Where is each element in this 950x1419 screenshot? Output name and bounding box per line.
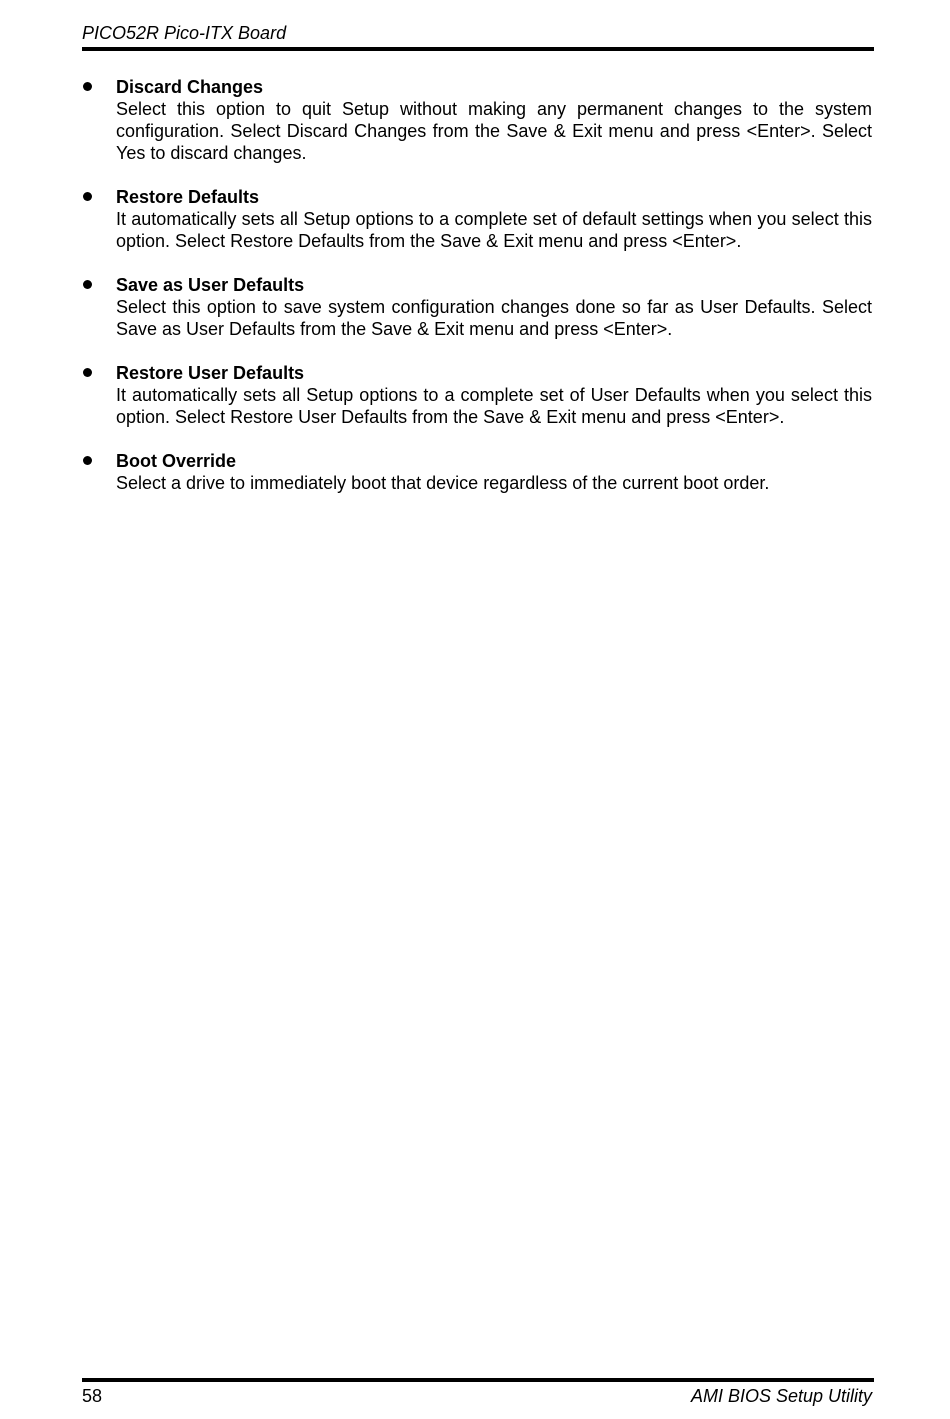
page-footer (82, 1385, 872, 1407)
item-description: It automatically sets all Setup options to a complete set of User Defaults when you select this option. Select Restore User Defaults from the Save & Exit menu and press <Enter>. (116, 385, 872, 427)
page-number: 58 (82, 1386, 103, 1406)
item-description: It automatically sets all Setup options to a complete set of default settings when you select this option. Select Restore Defaults from the Save & Exit menu and press <Enter>. (116, 209, 872, 251)
item-title: Restore Defaults (116, 187, 260, 207)
list-item-save-as-user-defaults (82, 274, 872, 340)
list-item-boot-override (82, 450, 872, 494)
page-header (82, 22, 874, 44)
list-item-discard-changes (82, 76, 872, 164)
bullet-icon (83, 82, 92, 91)
bullet-icon (83, 368, 92, 377)
list-item-restore-defaults (82, 186, 872, 252)
item-title: Save as User Defaults (116, 275, 305, 295)
bullet-icon (83, 456, 92, 465)
item-title: Boot Override (116, 451, 237, 471)
bullet-icon (83, 192, 92, 201)
item-title: Discard Changes (116, 77, 264, 97)
item-title: Restore User Defaults (116, 363, 305, 383)
footer-divider (82, 1378, 874, 1382)
header-divider (82, 47, 874, 51)
list-item-restore-user-defaults (82, 362, 872, 428)
item-description: Select this option to quit Setup without making any permanent changes to the system configuration. Select Discard Changes from the Save & Exit menu and press <Enter>. Select Yes to discard changes. (116, 99, 872, 163)
bullet-icon (83, 280, 92, 289)
item-description: Select a drive to immediately boot that device regardless of the current boot order. (116, 473, 770, 493)
document-title: PICO52R Pico-ITX Board (82, 23, 287, 43)
section-title: AMI BIOS Setup Utility (690, 1386, 872, 1406)
bullet-list (82, 76, 872, 516)
item-description: Select this option to save system configuration changes done so far as User Defaults. Select Save as User Defaults from the Save & Exit menu and press <Enter>. (116, 297, 872, 339)
